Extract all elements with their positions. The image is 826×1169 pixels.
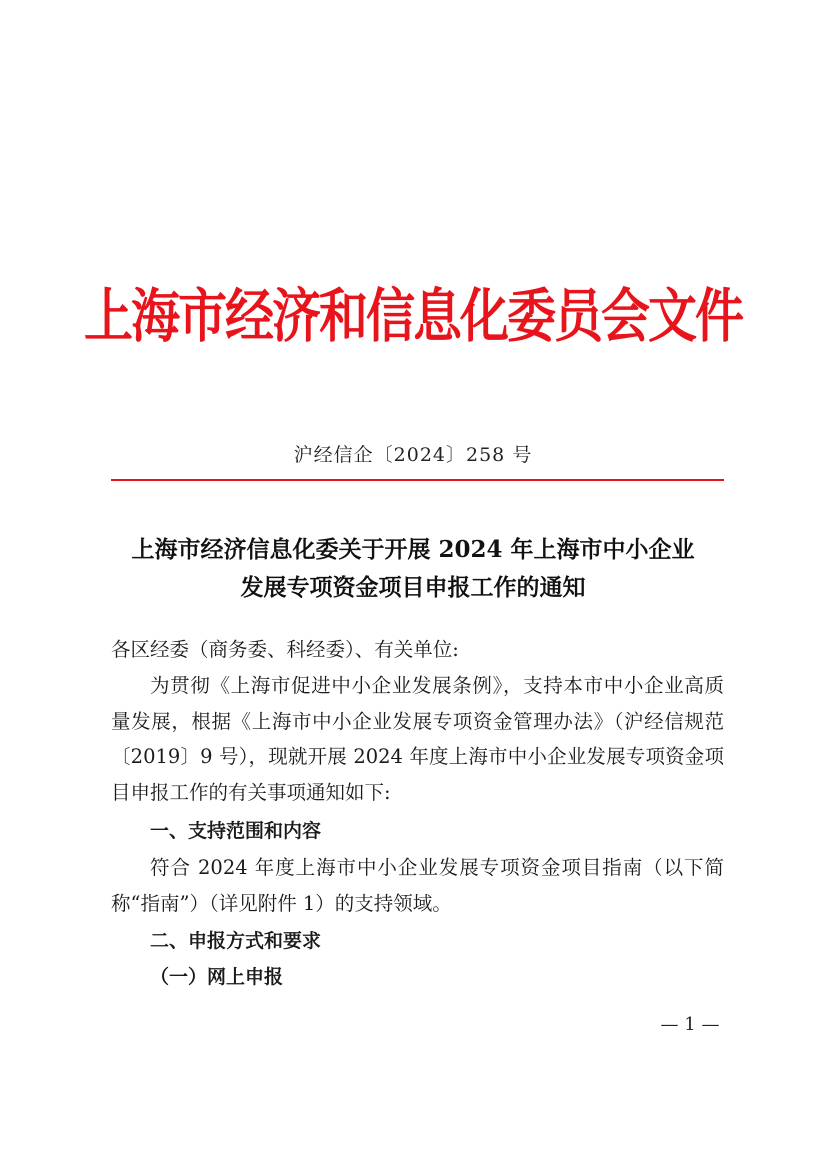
section-heading-application-method: 二、申报方式和要求 bbox=[150, 930, 322, 952]
masthead: 上海市经济和信息化委员会文件 bbox=[83, 281, 742, 351]
page-number: — 1 — bbox=[660, 1014, 720, 1035]
notice-title-line-2: 发展专项资金项目申报工作的通知 bbox=[240, 574, 586, 601]
paragraph-support-scope: 符合 2024 年度上海市中小企业发展专项资金项目指南（以下简称“指南”）（详见附件 1）的支持领域。 bbox=[111, 856, 724, 915]
salutation: 各区经委（商务委、科经委）、有关单位: bbox=[111, 638, 459, 661]
notice-title-line-1: 上海市经济信息化委关于开展 2024 年上海市中小企业 bbox=[131, 536, 695, 563]
subsection-heading-online-application: （一）网上申报 bbox=[150, 966, 284, 988]
section-heading-support-scope: 一、支持范围和内容 bbox=[150, 820, 322, 842]
red-divider bbox=[111, 479, 724, 481]
document-number: 沪经信企〔2024〕258 号 bbox=[293, 444, 533, 466]
notice-title bbox=[100, 531, 726, 607]
paragraph-intro: 为贯彻《上海市促进中小企业发展条例》，支持本市中小企业高质量发展，根据《上海市中小企业发展专项资金管理办法》（沪经信规范〔2019〕9 号），现就开展 2024 年度上海市中小企业发展专项资金项目申报工作的有关事项通知如下: bbox=[111, 674, 724, 804]
